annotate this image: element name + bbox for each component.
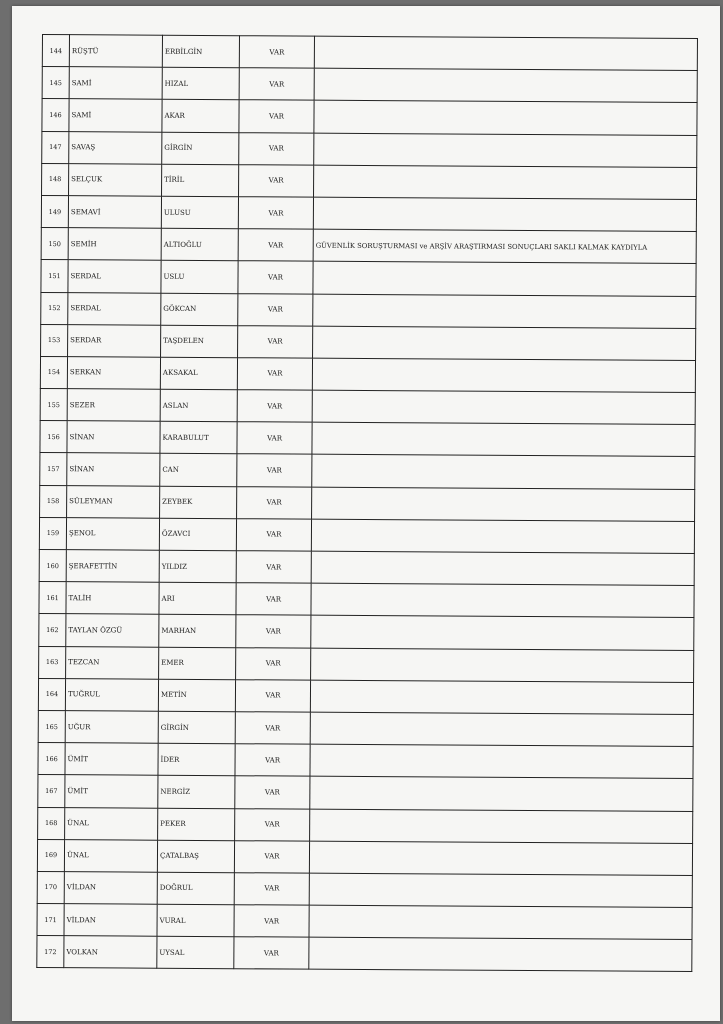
note-text [314, 133, 697, 168]
note-text [311, 551, 694, 586]
row-number: 145 [42, 67, 69, 99]
first-name: SAVAŞ [69, 131, 162, 164]
note-text [311, 616, 694, 651]
last-name: ÖZAVCI [159, 518, 236, 551]
note-text: GÜVENLİK SORUŞTURMASI ve ARŞİV ARAŞTIRMASI SONUÇLARI SAKLI KALMAK KAYDIYLA [313, 229, 696, 264]
status-value: VAR [236, 647, 311, 680]
table-row [39, 582, 694, 618]
first-name: SİNAN [67, 453, 160, 486]
table-row [41, 195, 696, 231]
note-text [309, 937, 692, 972]
row-number: 167 [38, 775, 65, 807]
table-row [37, 839, 692, 875]
row-number: 151 [41, 260, 68, 292]
first-name: SAMİ [69, 67, 162, 100]
last-name: PEKER [158, 808, 235, 841]
table-row [42, 99, 697, 135]
row-number: 161 [39, 582, 66, 614]
first-name: TEZCAN [66, 646, 159, 679]
note-text [311, 648, 694, 683]
note-text [310, 744, 693, 779]
last-name: ALTIOĞLU [161, 228, 238, 261]
table-row [40, 389, 695, 425]
personnel-table [36, 34, 698, 972]
note-text [313, 261, 696, 296]
table-body [37, 35, 698, 972]
status-value: VAR [237, 422, 312, 455]
table-row [41, 260, 696, 296]
table-row [40, 356, 695, 392]
first-name: SERDAR [68, 324, 161, 357]
last-name: VURAL [157, 904, 234, 937]
table-row [40, 453, 695, 489]
row-number: 147 [42, 131, 69, 163]
status-value: VAR [236, 583, 311, 616]
first-name: ŞERAFETTİN [66, 550, 159, 583]
first-name: VOLKAN [64, 936, 157, 969]
first-name: SEMAVİ [68, 196, 161, 229]
first-name: ŞENOL [66, 517, 159, 550]
first-name: ÜNAL [65, 807, 158, 840]
last-name: YILDIZ [159, 550, 236, 583]
row-number: 158 [40, 485, 67, 517]
status-value: VAR [234, 840, 309, 873]
status-value: VAR [239, 68, 314, 101]
row-number: 149 [41, 195, 68, 227]
note-text [314, 101, 697, 136]
status-value: VAR [237, 390, 312, 423]
last-name: CAN [160, 454, 237, 487]
table-row [42, 163, 697, 199]
table-row [40, 421, 695, 457]
row-number: 154 [40, 356, 67, 388]
row-number: 172 [37, 936, 64, 968]
row-number: 155 [40, 389, 67, 421]
row-number: 168 [38, 807, 65, 839]
table-row [39, 614, 694, 650]
last-name: GİRGİN [158, 711, 235, 744]
note-text [309, 841, 692, 876]
first-name: TALİH [66, 582, 159, 615]
table-row [42, 67, 697, 103]
status-value: VAR [238, 325, 313, 358]
status-value: VAR [238, 229, 313, 262]
status-value: VAR [235, 776, 310, 809]
row-number: 153 [41, 324, 68, 356]
last-name: MARHAN [159, 615, 236, 648]
last-name: TİRİL [162, 164, 239, 197]
table-row [38, 743, 693, 779]
status-value: VAR [237, 486, 312, 519]
last-name: ARI [159, 582, 236, 615]
status-value: VAR [238, 293, 313, 326]
table-row [38, 775, 693, 811]
last-name: UYSAL [157, 936, 234, 969]
last-name: ULUSU [161, 196, 238, 229]
first-name: ÜMİT [65, 775, 158, 808]
last-name: NERGİZ [158, 776, 235, 809]
note-text [312, 390, 695, 425]
last-name: TAŞDELEN [161, 325, 238, 358]
note-text [310, 776, 693, 811]
note-text [309, 873, 692, 908]
status-value: VAR [234, 873, 309, 906]
status-value: VAR [235, 679, 310, 712]
first-name: SİNAN [67, 421, 160, 454]
last-name: AKSAKAL [160, 357, 237, 390]
table-row [38, 807, 693, 843]
table-row [41, 324, 696, 360]
note-text [312, 422, 695, 457]
status-value: VAR [239, 132, 314, 165]
row-number: 162 [39, 614, 66, 646]
last-name: KARABULUT [160, 421, 237, 454]
status-value: VAR [237, 358, 312, 391]
first-name: TUĞRUL [65, 678, 158, 711]
note-text [310, 809, 693, 844]
first-name: TAYLAN ÖZGÜ [66, 614, 159, 647]
row-number: 156 [40, 421, 67, 453]
table-row [39, 549, 694, 585]
note-text [309, 905, 692, 940]
status-value: VAR [236, 551, 311, 584]
note-text [311, 583, 694, 618]
last-name: AKAR [162, 100, 239, 133]
status-value: VAR [239, 36, 314, 69]
table-row [41, 292, 696, 328]
status-value: VAR [236, 615, 311, 648]
note-text [312, 487, 695, 522]
last-name: ZEYBEK [160, 486, 237, 519]
status-value: VAR [239, 164, 314, 197]
row-number: 166 [38, 743, 65, 775]
row-number: 152 [41, 292, 68, 324]
note-text [314, 68, 697, 103]
status-value: VAR [235, 808, 310, 841]
table-row [38, 678, 693, 714]
table-row [41, 228, 696, 264]
note-text [314, 36, 697, 71]
table-row [39, 646, 694, 682]
last-name: ERBİLGİN [162, 35, 239, 68]
table-row [39, 517, 694, 553]
last-name: ÇATALBAŞ [157, 840, 234, 873]
status-value: VAR [234, 905, 309, 938]
note-text [313, 197, 696, 232]
first-name: ÜMİT [65, 743, 158, 776]
first-name: SERDAL [68, 260, 161, 293]
row-number: 170 [37, 871, 64, 903]
note-text [310, 680, 693, 715]
row-number: 148 [42, 163, 69, 195]
first-name: SERDAL [68, 292, 161, 325]
row-number: 144 [42, 35, 69, 67]
row-number: 163 [39, 646, 66, 678]
status-value: VAR [237, 454, 312, 487]
row-number: 165 [38, 710, 65, 742]
status-value: VAR [238, 197, 313, 230]
status-value: VAR [235, 712, 310, 745]
row-number: 157 [40, 453, 67, 485]
row-number: 160 [39, 549, 66, 581]
first-name: SERKAN [67, 357, 160, 390]
table-row [42, 35, 697, 71]
note-text [310, 712, 693, 747]
first-name: VİLDAN [64, 904, 157, 937]
row-number: 164 [38, 678, 65, 710]
last-name: ASLAN [160, 389, 237, 422]
first-name: SEMİH [68, 228, 161, 261]
status-value: VAR [234, 937, 309, 970]
last-name: GİRGİN [162, 132, 239, 165]
table-row [38, 710, 693, 746]
row-number: 150 [41, 228, 68, 260]
last-name: DOĞRUL [157, 872, 234, 905]
first-name: SÜLEYMAN [67, 485, 160, 518]
scanned-page [12, 6, 720, 1021]
table-row [40, 485, 695, 521]
first-name: UĞUR [65, 711, 158, 744]
status-value: VAR [238, 261, 313, 294]
table-row [37, 904, 692, 940]
row-number: 146 [42, 99, 69, 131]
last-name: GÖKCAN [161, 293, 238, 326]
note-text [313, 326, 696, 361]
row-number: 169 [37, 839, 64, 871]
first-name: ÜNAL [64, 839, 157, 872]
row-number: 159 [39, 517, 66, 549]
first-name: RÜŞTÜ [69, 35, 162, 68]
status-value: VAR [235, 744, 310, 777]
table-row [37, 871, 692, 907]
table-row [42, 131, 697, 167]
first-name: VİLDAN [64, 872, 157, 905]
table-row [37, 936, 692, 972]
row-number: 171 [37, 904, 64, 936]
last-name: EMER [159, 647, 236, 680]
first-name: SELÇUK [69, 163, 162, 196]
first-name: SAMİ [69, 99, 162, 132]
last-name: METİN [158, 679, 235, 712]
status-value: VAR [236, 519, 311, 552]
note-text [311, 519, 694, 554]
last-name: İDER [158, 743, 235, 776]
last-name: HIZAL [162, 67, 239, 100]
note-text [312, 358, 695, 393]
last-name: USLU [161, 261, 238, 294]
first-name: SEZER [67, 389, 160, 422]
status-value: VAR [239, 100, 314, 133]
note-text [313, 294, 696, 329]
note-text [312, 455, 695, 490]
note-text [314, 165, 697, 200]
